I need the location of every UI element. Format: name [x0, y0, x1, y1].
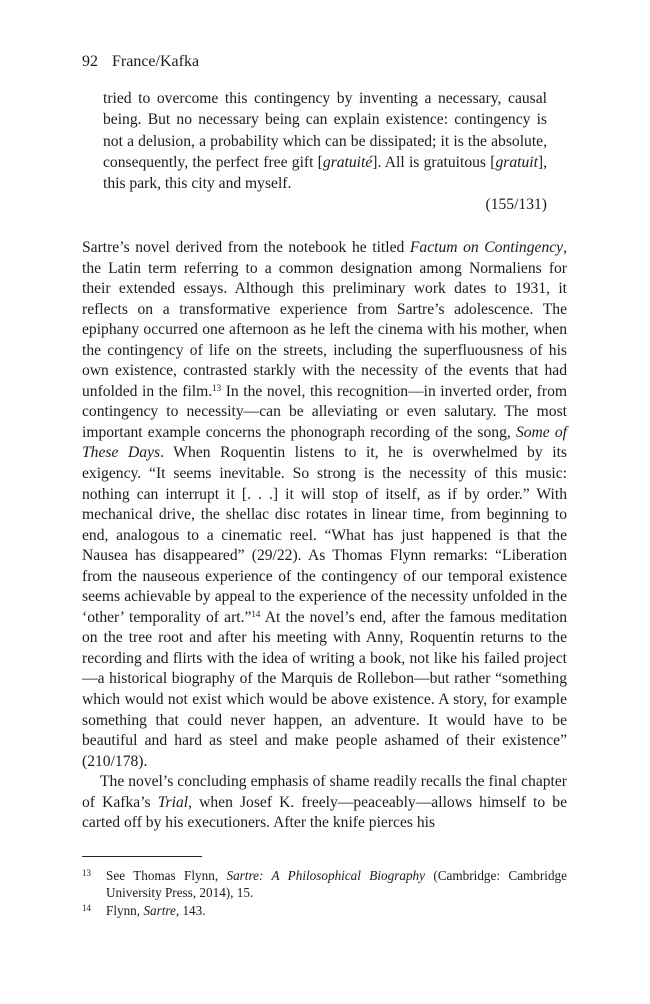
- quote-text-part: tried to overcome this contingency by inventing a necessary, causal being. But no necessary being can explain existence: contingency is not a delusion, a probability which can be dissipated; it is the absolute, consequently, the perfect free gift [: [103, 90, 547, 171]
- italic-title: Some of These Days: [82, 423, 567, 462]
- footnote-ref-14[interactable]: 14: [251, 608, 261, 619]
- text-run: , the Latin term referring to a common designation among Normaliens for their extended essays. Although this preliminary work dates to 1931, it reflects on a transformative experience from Sartre’s adolescence. The epiphany occurred one afternoon as he left the cinema with his mother, when the contingency of life on the streets, including the superfluousness of his own existence, contrasted starkly with the necessity of the events that had unfolded in the film.: [82, 239, 567, 400]
- body-text: [82, 238, 567, 834]
- footnote-text: , 143.: [175, 903, 206, 918]
- block-quote-text: [103, 88, 547, 194]
- text-run: Sartre’s novel derived from the notebook he titled: [82, 239, 410, 256]
- italic-title: Trial: [157, 793, 189, 811]
- quote-term-gratuite: gratuité: [322, 153, 373, 171]
- footnote-italic-title: Sartre: A Philosophical Biography: [226, 868, 425, 883]
- footnote-text: Flynn,: [106, 903, 144, 918]
- quote-text-part: ]. All is gratuitous [: [372, 153, 496, 171]
- footnote-italic-title: Sartre: [143, 903, 176, 918]
- text-run: At the novel’s end, after the famous meditation on the tree root and after his meeting with Anny, Roquentin returns to the recording and flirts with the idea of writing a book, not like his failed project—a historical biography of the Marquis de Rollebon—but rather “something which would not exist which would be above existence. A story, for example something that could never happen, an adventure. It would have to be beautiful and hard as steel and make people ashamed of their existence” (210/178).: [82, 608, 568, 770]
- footnote-divider: [82, 856, 202, 857]
- block-quote: [103, 88, 547, 216]
- running-header: [82, 52, 199, 72]
- text-run: , when Josef K. freely—peaceably—allows himself to be carted off by his executioners. After the knife pierces his: [82, 793, 568, 832]
- footnote-13: [82, 867, 567, 901]
- quote-text-part: ], this park, this city and myself.: [103, 153, 548, 193]
- quote-citation: (155/131): [485, 196, 547, 214]
- footnote-14: [82, 902, 567, 919]
- footnote-number: 14: [82, 903, 91, 913]
- quote-term-gratuit: gratuit: [495, 153, 538, 171]
- running-title: France/Kafka: [112, 53, 200, 70]
- text-run: In the novel, this recognition—in inverted order, from contingency to necessity—can be alleviating or even salutary. The most important example concerns the phonograph recording of the song,: [82, 382, 567, 441]
- text-run: The novel’s concluding emphasis of shame readily recalls the final chapter of Kafka’s: [82, 773, 567, 811]
- paragraph-1: [82, 238, 567, 772]
- paragraph-2: [82, 772, 567, 834]
- footnote-text: (Cambridge: Cambridge University Press, 2014), 15.: [106, 868, 567, 900]
- text-run: . When Roquentin listens to it, he is overwhelmed by its exigency. “It seems inevitable. So strong is the necessity of this music: nothing can interrupt it [. . .] it will stop of itself, as if by order.” With mechanical drive, the shellac disc rotates in linear time, from beginning to end, analogous to a cinematic reel. “What has just happened is that the Nausea has disappeared” (29/22). As Thomas Flynn remarks: “Liberation from the nauseous experience of the contingency of our temporal existence seems achievable by appeal to the experience of the necessity unfolded in the ‘other’ temporality of art.”: [82, 444, 567, 626]
- footnotes: [82, 867, 567, 920]
- footnote-text: See Thomas Flynn,: [106, 868, 227, 883]
- footnote-number: 13: [82, 868, 91, 878]
- italic-title: Factum on Contingency: [409, 239, 564, 256]
- page-number: 92: [82, 53, 98, 70]
- footnote-ref-13[interactable]: 13: [212, 382, 222, 393]
